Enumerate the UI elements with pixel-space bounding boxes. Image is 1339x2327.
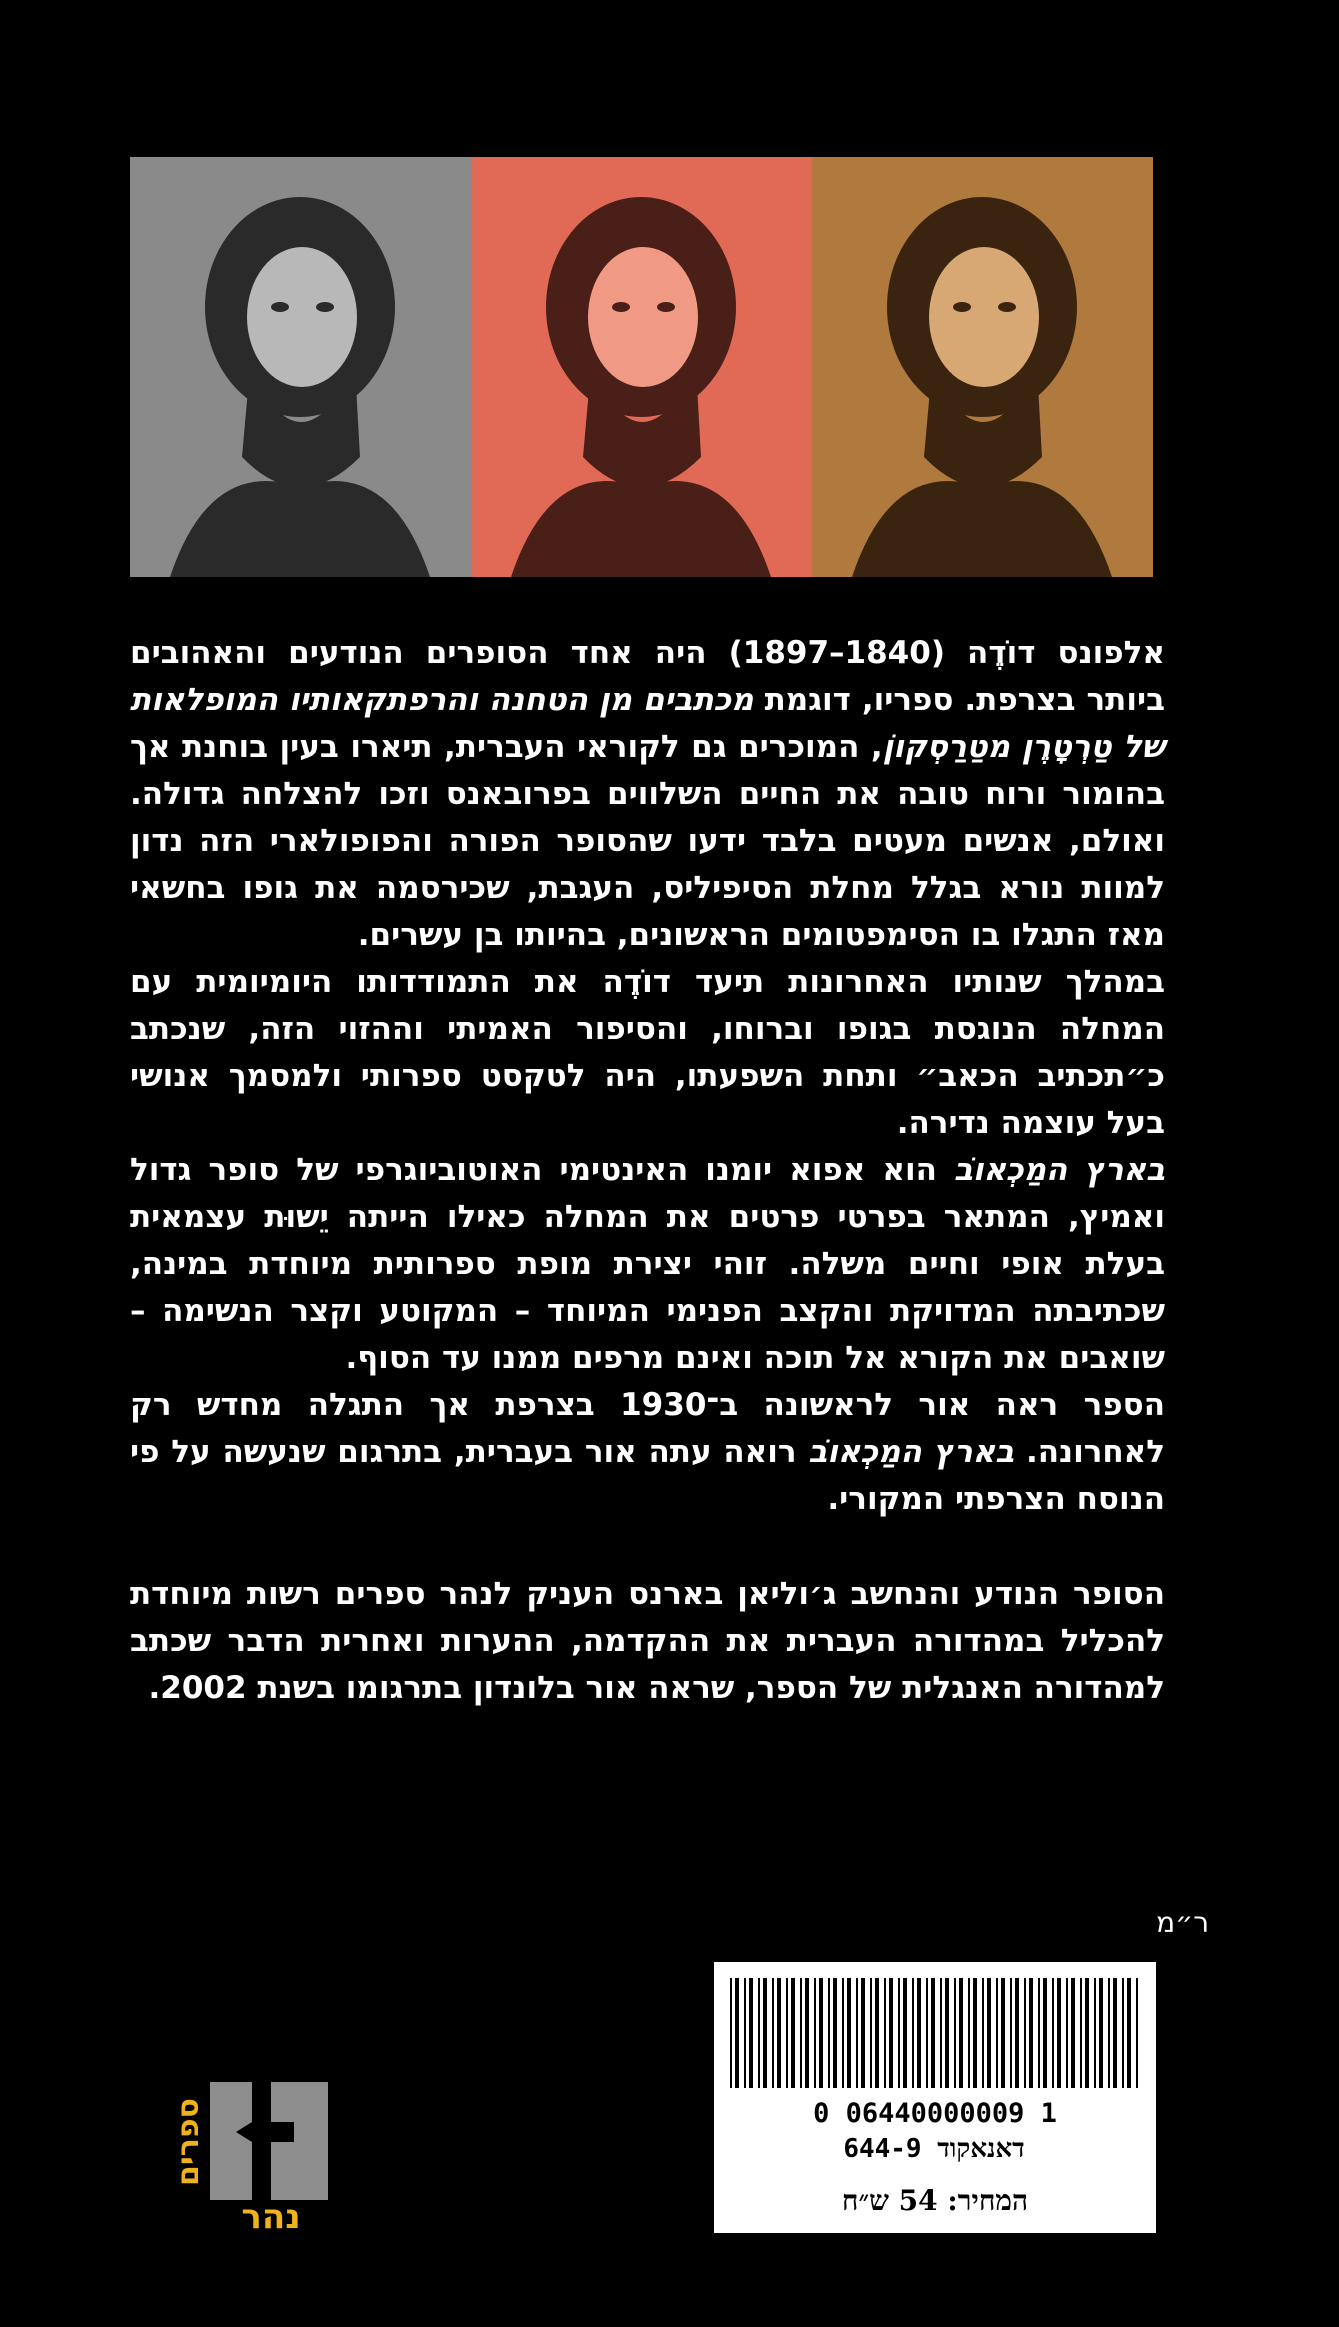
portrait-strip: [130, 157, 1153, 577]
logo-icon: [171, 2082, 328, 2237]
logo-text-top: ספרים: [171, 2098, 206, 2186]
barcode-bar: [996, 1978, 998, 2088]
barcode-bar: [959, 1978, 963, 2088]
barcode-bar: [1024, 1978, 1026, 2088]
barcode-bar: [954, 1978, 956, 2088]
barcode-bar: [870, 1978, 872, 2088]
barcode-bar: [1099, 1978, 1103, 2088]
publisher-name: נהר ספרים: [334, 1576, 494, 1612]
barcode-bar: [940, 1978, 942, 2088]
paragraph-4: [130, 1382, 1165, 1523]
barcode-bar: [1001, 1978, 1005, 2088]
barcode-bar: [730, 1978, 732, 2088]
p4-rest: רואה עתה אור בעברית, בתרגום שנעשה על פי הנוסח הצרפתי המקורי.: [130, 1434, 1165, 1517]
barcode-bar: [1108, 1978, 1110, 2088]
barcode-bar: [982, 1978, 984, 2088]
barcode-bar: [777, 1978, 781, 2088]
p5-c: רשות מיוחדת להכליל במהדורה העברית את ההקדמה, ההערות ואחרית הדבר שכתב למהדורה האנגלית של הספר, שראה אור בלונדון בתרגומו בשנת 2002.: [130, 1576, 1165, 1706]
barcode-bar: [772, 1978, 774, 2088]
barcode-bar: [912, 1978, 914, 2088]
paragraph-5: [130, 1571, 1165, 1712]
paragraph-3: [130, 1147, 1165, 1382]
barcode-bar: [898, 1978, 900, 2088]
barcode-bar: [800, 1978, 802, 2088]
barcode-bars: [730, 1978, 1140, 2088]
barcode-bar: [847, 1978, 851, 2088]
barcode-bar: [828, 1978, 830, 2088]
book-titles: מכתבים מן הטחנה והרפתקאותיו המופלאות של טַרְטָרֶן מטַרַסְקוֹן: [130, 682, 1166, 765]
barcode-bar: [814, 1978, 816, 2088]
barcode-bar: [1057, 1978, 1061, 2088]
barcode-bar: [1052, 1978, 1054, 2088]
barcode-bar: [805, 1978, 809, 2088]
book-title: בארץ המַכְאוֹב: [953, 1152, 1165, 1188]
barcode-bar: [1071, 1978, 1075, 2088]
publisher-logo: [171, 2082, 328, 2237]
barcode-bar: [1127, 1978, 1131, 2088]
barcode-bar: [842, 1978, 844, 2088]
barcode-bar: [861, 1978, 865, 2088]
logo-text-bottom: נהר: [241, 2197, 301, 2237]
paragraph-2: במהלך שנותיו האחרונות תיעד דוֹדֶה את התמודדותו היומיומית עם המחלה הנוגסת בגופו וברוחו, והסיפור האמיתי וההזוי הזה, שנכתב כ״תכתיב הכאב״ ותחת השפעתו, היה לטקסט ספרותי ולמסמך אנושי בעל עוצמה נדירה.: [130, 964, 1165, 1141]
barcode-bar: [1085, 1978, 1089, 2088]
barcode-bar: [973, 1978, 977, 2088]
author-initials: ר״מ: [1156, 1906, 1209, 1939]
barcode-bar: [1043, 1978, 1047, 2088]
barcode-bar: [987, 1978, 991, 2088]
barcode-bar: [791, 1978, 795, 2088]
barcode-bar: [931, 1978, 935, 2088]
barcode-bar: [1038, 1978, 1040, 2088]
barcode-bar: [945, 1978, 949, 2088]
barcode-bar: [819, 1978, 823, 2088]
barcode-bar: [875, 1978, 879, 2088]
barcode-bar: [749, 1978, 753, 2088]
barcode-bar: [968, 1978, 970, 2088]
p4-text: הספר ראה אור לראשונה ב־1930 בצרפת אך התגלה מחדש רק לאחרונה.: [130, 1387, 1166, 1470]
barcode-bar: [1136, 1978, 1138, 2088]
barcode-bar: [917, 1978, 921, 2088]
barcode-bar: [903, 1978, 907, 2088]
back-cover-text: [130, 630, 1165, 1712]
barcode-bar: [889, 1978, 893, 2088]
barcode-bar: [1080, 1978, 1082, 2088]
barcode-bar: [758, 1978, 760, 2088]
barcode-bar: [1015, 1978, 1019, 2088]
barcode-bar: [856, 1978, 858, 2088]
barcode-bar: [786, 1978, 788, 2088]
barcode-bar: [735, 1978, 739, 2088]
author-name: ג׳וליאן בארנס: [628, 1576, 837, 1612]
barcode-bar: [744, 1978, 746, 2088]
barcode-bar: [763, 1978, 767, 2088]
p1-text: אלפונס דוֹדֶה (1840–1897) היה אחד הסופרים הנודעים והאהובים ביותר בצרפת. ספריו, דוגמת: [130, 635, 1165, 718]
barcode-bar: [833, 1978, 837, 2088]
barcode-number: 0 06440000009 1: [813, 2098, 1057, 2129]
barcode-bar: [884, 1978, 886, 2088]
book-title-2: בארץ המַכְאוֹב: [808, 1434, 1015, 1470]
barcode-bar: [1113, 1978, 1117, 2088]
barcode-bar: [1029, 1978, 1033, 2088]
p3-text: הוא אפוא יומנו האינטימי האוטוביוגרפי של סופר גדול ואמיץ, המתאר בפרטי פרטים את המחלה כאילו הייתה יֵשוּת עצמאית בעלת אופי וחיים משלה. זוהי יצירת מופת ספרותית מיוחדת במינה, שכתיבתה המדויקת והקצב הפנימי המיוחד – המקוטע וקצר הנשימה – שואבים את הקורא אל תוכה ואינם מרפים ממנו עד הסוף.: [130, 1152, 1165, 1376]
paragraph-1: [130, 630, 1165, 959]
barcode-bar: [926, 1978, 928, 2088]
portrait-gray: [130, 157, 471, 577]
price: המחיר: 54 ש״ח: [841, 2184, 1029, 2217]
p5-b: העניק ל: [493, 1576, 629, 1612]
barcode-bar: [1094, 1978, 1096, 2088]
barcode-bar: [1066, 1978, 1068, 2088]
p1-rest: , המוכרים גם לקוראי העברית, תיארו בעין בוחנת אך בהומור ורוח טובה את החיים השלווים בפרובאנס וזכו להצלחה גדולה. ואולם, אנשים מעטים בלבד ידעו שהסופר הפורה והפופולארי הזה נדון למוות נורא בגלל מחלת הסיפיליס, העגבת, שכירסמה את גופו בחשאי מאז התגלו בו הסימפטומים הראשונים, בהיותו בן עשרים.: [130, 729, 1165, 953]
p5-a: הסופר הנודע והנחשב: [836, 1576, 1166, 1612]
portrait-red: [471, 157, 812, 577]
portrait-brown: [812, 157, 1153, 577]
barcode-bar: [1010, 1978, 1012, 2088]
barcode-label: [714, 1962, 1156, 2233]
danacode: דאנאקוד 644-9: [843, 2134, 1025, 2164]
barcode-bar: [1122, 1978, 1124, 2088]
